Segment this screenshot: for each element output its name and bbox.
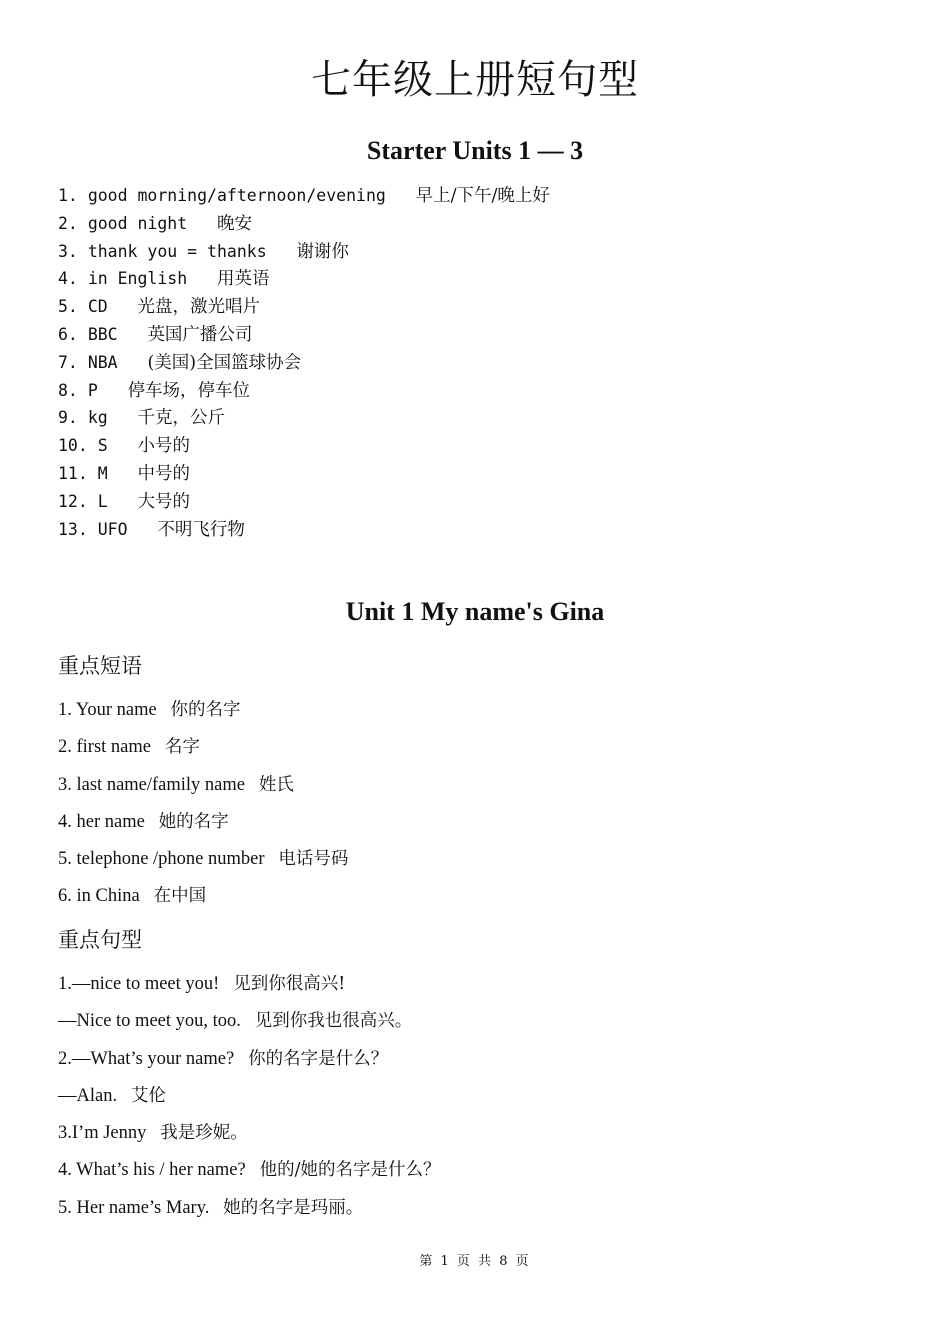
item-chinese: 电话号码: [278, 849, 349, 870]
list-item: [58, 516, 550, 544]
item-number: 13.: [58, 519, 88, 539]
item-english: BBC: [87, 324, 118, 344]
item-chinese: 见到你很高兴!: [233, 974, 346, 994]
item-number: 2.: [58, 213, 78, 233]
item-chinese: 艾伦: [130, 1085, 166, 1106]
item-number: 7.: [58, 352, 78, 372]
list-item: [58, 692, 348, 729]
item-english: S: [97, 436, 108, 456]
list-item: [58, 404, 550, 432]
list-item: [58, 1190, 440, 1227]
item-english: 5. Her name’s Mary.: [58, 1197, 210, 1218]
list-item: [58, 293, 550, 321]
list-item: [58, 349, 550, 377]
starter-units-heading: Starter Units 1 — 3: [366, 136, 584, 165]
item-english: 5. telephone /phone number: [58, 849, 265, 870]
item-chinese: 不明飞行物: [157, 519, 245, 540]
list-item: [58, 1115, 440, 1152]
list-item: [58, 182, 550, 210]
list-item: [58, 1078, 440, 1115]
list-item: [58, 804, 348, 841]
item-number: 12.: [58, 491, 88, 511]
list-item: [58, 432, 550, 460]
item-chinese: 用英语: [216, 269, 270, 290]
key-phrases-heading: 重点短语: [58, 654, 142, 678]
item-english: L: [97, 491, 108, 511]
document-title: 七年级上册短句型: [311, 57, 639, 103]
key-sentence-list: [58, 966, 440, 1227]
item-number: 6.: [58, 324, 78, 344]
item-chinese: 你的名字是什么？: [248, 1048, 389, 1069]
item-chinese: 千克，公斤: [137, 408, 225, 429]
item-english: 3. last name/family name: [58, 774, 245, 795]
item-english: good night: [87, 213, 188, 233]
list-item: [58, 1152, 440, 1189]
item-english: 3.I’m Jenny: [58, 1123, 147, 1144]
item-english: in English: [87, 269, 188, 289]
item-chinese: 晚安: [216, 213, 252, 234]
unit1-heading: Unit 1 My name's Gina: [345, 597, 605, 626]
list-item: [58, 488, 550, 516]
item-english: 4. her name: [58, 811, 145, 832]
list-item: [58, 321, 550, 349]
list-item: [58, 966, 440, 1003]
item-chinese: 停车场，停车位: [127, 380, 251, 401]
item-number: 1.: [58, 186, 78, 205]
item-chinese: 见到你我也很高兴。: [254, 1011, 413, 1032]
list-item: [58, 1041, 440, 1078]
item-english: —Nice to meet you, too.: [58, 1011, 241, 1032]
list-item: [58, 841, 348, 878]
item-number: 8.: [58, 380, 78, 400]
list-item: [58, 265, 550, 293]
item-chinese: 姓氏: [258, 774, 294, 795]
item-chinese: 谢谢你: [296, 241, 349, 262]
item-number: 5.: [58, 297, 78, 317]
item-chinese: 名字: [164, 737, 200, 758]
item-number: 11.: [58, 463, 88, 483]
item-chinese: 他的/她的名字是什么？: [259, 1160, 441, 1181]
list-item: [58, 729, 348, 766]
item-number: 10.: [58, 436, 88, 456]
item-english: CD: [87, 297, 108, 317]
item-chinese: 我是珍妮。: [160, 1123, 248, 1144]
item-english: 2.—What’s your name?: [58, 1048, 235, 1069]
list-item: [58, 377, 550, 405]
item-chinese: 她的名字: [158, 811, 229, 832]
item-english: kg: [87, 408, 108, 428]
list-item: [58, 210, 550, 238]
item-english: 1.—nice to meet you!: [58, 974, 220, 994]
list-item: [58, 1003, 440, 1040]
item-chinese: 在中国: [153, 886, 207, 907]
item-chinese: 光盘，激光唱片: [137, 297, 260, 318]
item-number: 3.: [58, 241, 78, 261]
item-english: UFO: [97, 519, 128, 539]
item-number: 9.: [58, 408, 78, 428]
list-item: [58, 238, 550, 266]
item-chinese: 她的名字是玛丽。: [223, 1197, 364, 1218]
item-chinese: 大号的: [137, 491, 190, 512]
item-english: thank you = thanks: [87, 241, 267, 261]
item-chinese: 你的名字: [170, 700, 241, 720]
item-english: 1. Your name: [58, 700, 157, 720]
item-number: 4.: [58, 269, 78, 289]
list-item: [58, 460, 550, 488]
page-footer: 第 1 页 共 8 页: [419, 1254, 531, 1269]
item-chinese: 小号的: [137, 436, 190, 457]
item-english: 6. in China: [58, 886, 140, 907]
key-sentences-heading: 重点句型: [58, 928, 142, 952]
list-item: [58, 767, 348, 804]
item-english: —Alan.: [58, 1085, 118, 1106]
item-english: good morning/afternoon/evening: [87, 186, 386, 205]
item-chinese: 早上/下午/晚上好: [415, 186, 550, 206]
item-chinese: 中号的: [137, 463, 190, 484]
item-english: 2. first name: [58, 737, 151, 758]
key-phrase-list: [58, 692, 348, 916]
item-english: P: [87, 380, 98, 400]
item-chinese: (美国)全国篮球协会: [147, 352, 302, 373]
item-english: 4. What’s his / her name?: [58, 1160, 246, 1181]
list-item: [58, 878, 348, 915]
item-english: M: [97, 463, 108, 483]
item-english: NBA: [87, 352, 118, 372]
item-chinese: 英国广播公司: [147, 324, 253, 345]
starter-phrase-list: [58, 182, 550, 543]
